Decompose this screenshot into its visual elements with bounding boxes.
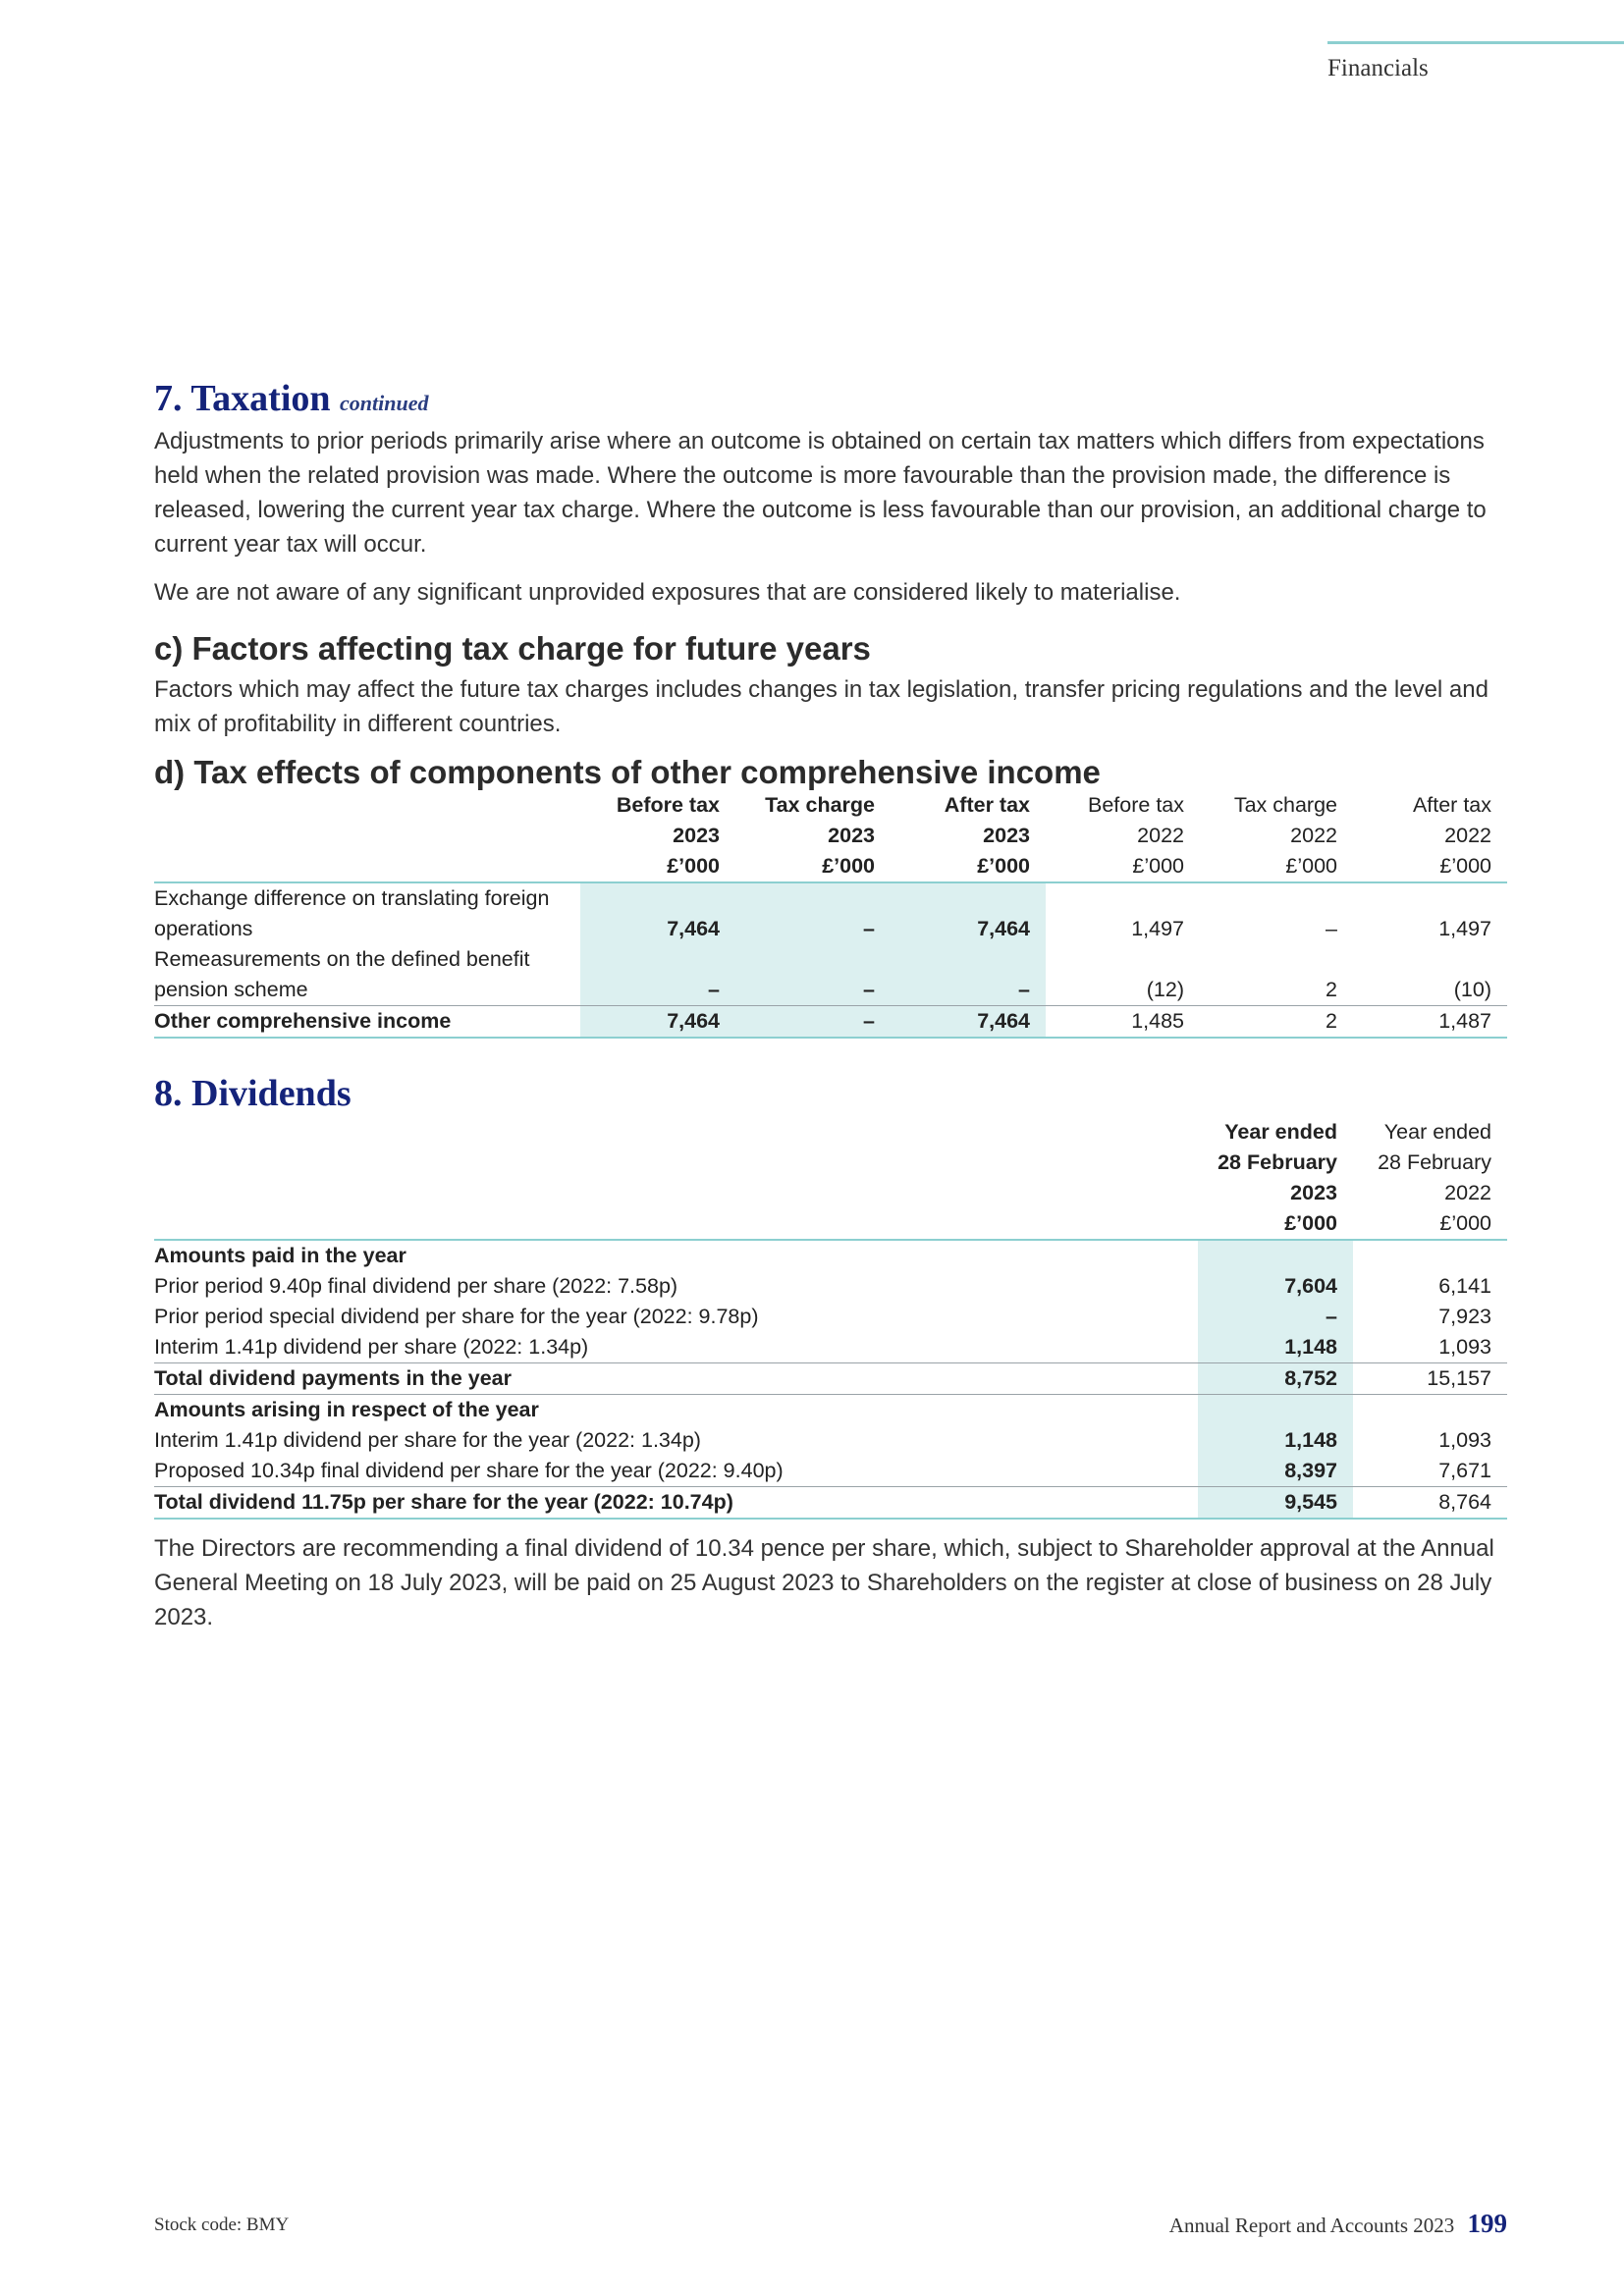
- row-label: Prior period 9.40p final dividend per share (2022: 7.58p): [154, 1274, 678, 1298]
- header-rule: [1327, 41, 1624, 44]
- col-header: After tax: [944, 793, 1030, 817]
- row-label: Remeasurements on the defined benefit: [154, 947, 530, 971]
- cell: 1,148: [1198, 1332, 1353, 1363]
- col-header: £’000: [1353, 851, 1507, 882]
- taxation-title-text: 7. Taxation: [154, 378, 331, 419]
- stock-code: Stock code: BMY: [154, 2215, 290, 2235]
- tax-effects-heading: d) Tax effects of components of other comprehensive income: [154, 754, 1101, 790]
- row-label: Interim 1.41p dividend per share (2022: 1.34p): [154, 1332, 1198, 1363]
- cell: 1,487: [1353, 1006, 1507, 1039]
- table-header-row: [154, 1148, 1507, 1178]
- footer-report: [1169, 2209, 1507, 2239]
- col-header: 2022: [1444, 1181, 1491, 1204]
- table-header-row: [154, 851, 1507, 882]
- continued-label: continued: [340, 391, 429, 415]
- cell: 8,397: [1198, 1456, 1353, 1487]
- cell: 1,093: [1438, 1428, 1491, 1452]
- cell: 1,485: [1046, 1006, 1200, 1039]
- col-header: 2023: [1290, 1181, 1337, 1204]
- col-header: £’000: [580, 851, 735, 882]
- col-header: Before tax: [616, 793, 720, 817]
- col-header: 28 February: [1378, 1150, 1491, 1174]
- col-header: 2022: [1444, 824, 1491, 847]
- cell: 1,093: [1353, 1332, 1507, 1363]
- col-header: £’000: [1353, 1208, 1507, 1240]
- table-total-row: [154, 1487, 1507, 1520]
- cell: 9,545: [1198, 1487, 1353, 1520]
- cell: 7,464: [891, 914, 1046, 944]
- table-header-row: [154, 1208, 1507, 1240]
- cell: 6,141: [1438, 1274, 1491, 1298]
- cell: –: [735, 975, 891, 1006]
- row-label: Total dividend 11.75p per share for the year (2022: 10.74p): [154, 1487, 1198, 1520]
- section-label: Amounts paid in the year: [154, 1244, 406, 1267]
- table-row: [154, 914, 1507, 944]
- section-label: Financials: [1327, 55, 1429, 81]
- row-label: Exchange difference on translating foreign: [154, 886, 550, 910]
- table-row: [154, 882, 1507, 914]
- col-header: 2023: [673, 824, 720, 847]
- cell: –: [1198, 1302, 1353, 1332]
- table-row: [154, 1332, 1507, 1363]
- col-header: £’000: [1200, 851, 1353, 882]
- table-section-row: [154, 1395, 1507, 1426]
- col-header: Year ended: [1383, 1120, 1491, 1144]
- table-section-row: [154, 1240, 1507, 1271]
- cell: 7,464: [580, 1006, 735, 1039]
- col-header: 28 February: [1218, 1150, 1337, 1174]
- table-row: [154, 975, 1507, 1006]
- col-header: After tax: [1412, 793, 1491, 817]
- row-label: Interim 1.41p dividend per share for the year (2022: 1.34p): [154, 1428, 701, 1452]
- cell: 7,464: [891, 1006, 1046, 1039]
- col-header: £’000: [1198, 1208, 1353, 1240]
- cell: 7,464: [580, 914, 735, 944]
- cell: –: [580, 975, 735, 1006]
- table-header-row: [154, 790, 1507, 821]
- cell: 7,604: [1198, 1271, 1353, 1302]
- col-header: 2023: [828, 824, 875, 847]
- dividends-title: 8. Dividends: [154, 1073, 352, 1114]
- table-row: [154, 1302, 1507, 1332]
- factors-paragraph: Factors which may affect the future tax charges includes changes in tax legislation, transfer pricing regulations and the level and mix of profitability in different countries.: [154, 676, 1489, 737]
- cell: 7,671: [1353, 1456, 1507, 1487]
- row-label: Proposed 10.34p final dividend per share for the year (2022: 9.40p): [154, 1456, 1198, 1487]
- table-header-row: [154, 1117, 1507, 1148]
- cell: 1,497: [1438, 917, 1491, 940]
- cell: 8,764: [1353, 1487, 1507, 1520]
- factors-heading: c) Factors affecting tax charge for future years: [154, 630, 871, 667]
- row-label: Other comprehensive income: [154, 1006, 580, 1039]
- row-label: operations: [154, 917, 253, 940]
- section-label: Amounts arising in respect of the year: [154, 1398, 539, 1421]
- cell: 1,497: [1131, 917, 1184, 940]
- dividends-table: [154, 1117, 1507, 1520]
- table-row: [154, 1425, 1507, 1456]
- cell: (12): [1046, 975, 1200, 1006]
- row-label: pension scheme: [154, 975, 580, 1006]
- col-header: £’000: [891, 851, 1046, 882]
- col-header: Tax charge: [765, 793, 875, 817]
- cell: 1,148: [1198, 1425, 1353, 1456]
- report-title: Annual Report and Accounts 2023: [1168, 2214, 1455, 2237]
- page-content: [154, 377, 1507, 1648]
- row-label: Total dividend payments in the year: [154, 1363, 1198, 1395]
- taxation-title: [154, 377, 1507, 420]
- table-total-row: [154, 1363, 1507, 1395]
- cell: –: [891, 975, 1046, 1006]
- page-number: 199: [1467, 2209, 1507, 2238]
- cell: 2: [1200, 1006, 1353, 1039]
- table-row: [154, 1271, 1507, 1302]
- cell: 2: [1200, 975, 1353, 1006]
- cell: 15,157: [1353, 1363, 1507, 1395]
- table-header-row: [154, 821, 1507, 851]
- dividends-paragraph: The Directors are recommending a final dividend of 10.34 pence per share, which, subject to Shareholder approval at the Annual General Meeting on 18 July 2023, will be paid on 25 August 2023 to Shareholders on the register at close of business on 28 July 2023.: [154, 1535, 1494, 1630]
- cell: 8,752: [1198, 1363, 1353, 1395]
- col-header: 2022: [1137, 824, 1184, 847]
- table-header-row: [154, 1178, 1507, 1208]
- cell: –: [1326, 917, 1337, 940]
- col-header: £’000: [735, 851, 891, 882]
- cell: –: [735, 1006, 891, 1039]
- row-label: Prior period special dividend per share for the year (2022: 9.78p): [154, 1305, 759, 1328]
- cell: –: [735, 914, 891, 944]
- col-header: Tax charge: [1233, 793, 1337, 817]
- col-header: Year ended: [1224, 1120, 1337, 1144]
- col-header: 2023: [983, 824, 1030, 847]
- taxation-paragraph-2: We are not aware of any significant unprovided exposures that are considered likely to materialise.: [154, 579, 1181, 606]
- taxation-paragraph-1: Adjustments to prior periods primarily arise where an outcome is obtained on certain tax matters which differs from expectations held when the related provision was made. Where the outcome is more favourable than the provision made, the difference is released, lowering the current year tax charge. Where the outcome is less favourable than our provision, an additional charge to current year tax will occur.: [154, 428, 1487, 558]
- table-total-row: [154, 1006, 1507, 1039]
- cell: 7,923: [1438, 1305, 1491, 1328]
- col-header: £’000: [1046, 851, 1200, 882]
- cell: (10): [1353, 975, 1507, 1006]
- col-header: 2022: [1290, 824, 1337, 847]
- tax-effects-table: [154, 790, 1507, 1039]
- table-row: [154, 1456, 1507, 1487]
- col-header: Before tax: [1088, 793, 1184, 817]
- table-row: [154, 944, 1507, 975]
